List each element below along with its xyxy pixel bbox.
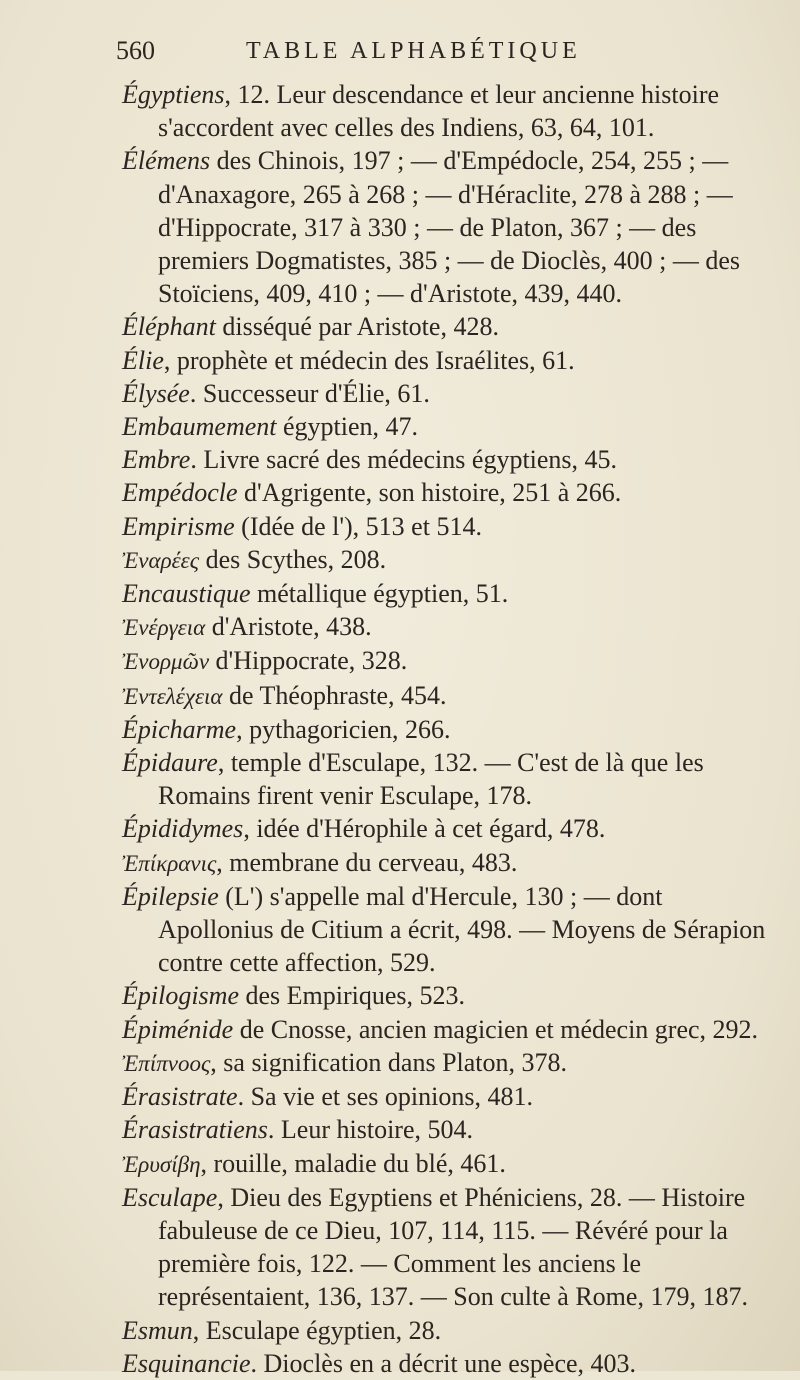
- index-entry: Embaumement égyptien, 47.: [122, 412, 419, 442]
- index-entry-greek: Ἐπίπνοος, sa signification dans Platon, 378.: [122, 1047, 568, 1077]
- index-entry: Esquinancie. Dioclès en a décrit une espèce, 403.: [122, 1348, 637, 1378]
- index-entry: Élémens des Chinois, 197 ; — d'Empédocle, 254, 255 ; — d'Anaxagore, 265 à 268 ; — d'Héraclite, 278 à 288 ; — d'Hippocrate, 317 à 330 ; — de Platon, 367 ; — des premiers Dogmatistes, 385 ; — de Dioclès, 400 ; — des Stoïciens, 409, 410 ; — d'Aristote, 439, 440.: [122, 146, 741, 309]
- index-entry-greek: Ἐπίκρανις, membrane du cerveau, 483.: [122, 847, 518, 877]
- index-entries: [122, 78, 774, 1380]
- index-entry: Épididymes, idée d'Hérophile à cet égard, 478.: [122, 814, 606, 844]
- index-entry: Épilogisme des Empiriques, 523.: [122, 981, 466, 1011]
- index-entry: Esmun, Esculape égyptien, 28.: [122, 1315, 442, 1345]
- index-entry: Embre. Livre sacré des médecins égyptiens, 45.: [122, 445, 618, 475]
- running-title: TABLE ALPHABÉTIQUE: [246, 38, 581, 64]
- index-entry: Élie, prophète et médecin des Israélites, 61.: [122, 345, 575, 375]
- index-entry: Encaustique métallique égyptien, 51.: [122, 579, 509, 609]
- index-entry: Empirisme (Idée de l'), 513 et 514.: [122, 511, 482, 541]
- index-entry: Érasistrate. Sa vie et ses opinions, 481.: [122, 1082, 533, 1112]
- index-entry-greek: Ἐντελέχεια de Théophraste, 454.: [122, 680, 447, 710]
- index-entry: Érasistratiens. Leur histoire, 504.: [122, 1115, 473, 1145]
- index-entry-greek: Ἐνέργεια d'Aristote, 438.: [122, 612, 372, 642]
- index-entry: Épicharme, pythagoricien, 266.: [122, 714, 451, 744]
- index-entry: Épidaure, temple d'Esculape, 132. — C'est de là que les Romains firent venir Esculape, 178.: [122, 748, 704, 811]
- index-entry-greek: Ἐναρέες des Scythes, 208.: [122, 544, 387, 574]
- index-entry: Égyptiens, 12. Leur descendance et leur ancienne histoire s'accordent avec celles des Indiens, 63, 64, 101.: [122, 80, 720, 143]
- index-entry-greek: Ἐνορμῶν d'Hippocrate, 328.: [122, 646, 408, 676]
- index-entry: Élysée. Successeur d'Élie, 61.: [122, 378, 430, 408]
- page-header: [116, 36, 756, 72]
- index-entry: Esculape, Dieu des Egyptiens et Phéniciens, 28. — Histoire fabuleuse de ce Dieu, 107, 114, 115. — Révéré pour la première fois, 122. — Comment les anciens le représentaient, 136, 137. — Son culte à Rome, 179, 187.: [122, 1182, 748, 1312]
- index-entry: Empédocle d'Agrigente, son histoire, 251 à 266.: [122, 478, 622, 508]
- page-number: 560: [116, 36, 155, 65]
- index-entry: Éléphant disséqué par Aristote, 428.: [122, 312, 499, 342]
- index-entry: Épilepsie (L') s'appelle mal d'Hercule, 130 ; — dont Apollonius de Citium a écrit, 498. — Moyens de Sérapion contre cette affection, 529.: [122, 881, 766, 978]
- index-entry: Épiménide de Cnosse, ancien magicien et médecin grec, 292.: [122, 1014, 759, 1044]
- index-entry-greek: Ἐρυσίβη, rouille, maladie du blé, 461.: [122, 1148, 506, 1178]
